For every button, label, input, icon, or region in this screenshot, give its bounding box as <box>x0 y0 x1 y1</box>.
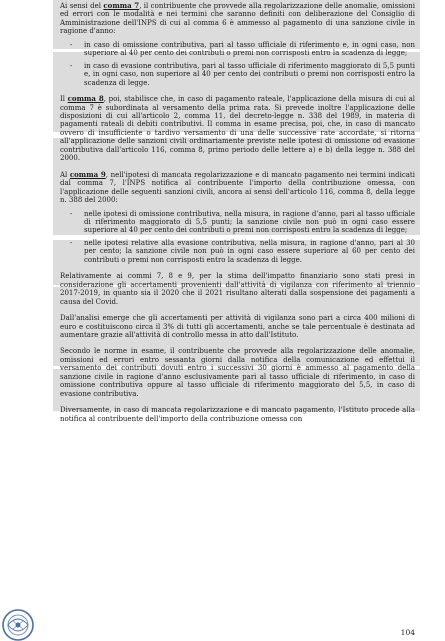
list-marker: - <box>70 238 73 247</box>
sanction-list-1 <box>60 41 415 87</box>
paragraph-comma-8 <box>60 95 415 163</box>
comma-reference: comma 9 <box>69 169 106 179</box>
sanction-list-2 <box>60 210 415 265</box>
text: Il <box>60 95 68 104</box>
paragraph-comma-9 <box>60 171 415 205</box>
parliament-seal-logo <box>0 603 40 641</box>
list-item <box>70 239 415 264</box>
text: Al <box>60 170 70 179</box>
text: , poi, stabilisce che, in caso di pagamento rateale, l'applicazione della misura di cui al comma 7 è subordinata al versamento della prima rata. Si prevede inoltre l'applicazione delle disposizioni di cui all'articolo 2, comma 11, del decreto-legge n. 338 del 1989, in materia di pagamenti rateali di debiti contributivi. Il comma in esame precisa, poi, che, in caso di mancato ovvero di insufficiente o tardivo versamento di una delle successive rate accordate, si ritorna all'applicazione delle sanzioni civili ordinariamente previste nelle ipotesi di omissione od evasione contributiva dall'articolo 116, comma 8, primo periodo delle lettere a) e b) della legge n. 388 del 2000. <box>60 95 416 163</box>
comma-reference: comma 7 <box>103 1 140 10</box>
list-marker: - <box>70 209 73 218</box>
list-item-text: in caso di evasione contributiva, pari al tasso ufficiale di riferimento maggiorato di 5,5 punti e, in ogni caso, non superiore al 40 per cento dei contributi o premi non corrisposti entro la scadenza di legge. <box>84 61 415 87</box>
list-item-text: nelle ipotesi di omissione contributiva, nella misura, in ragione d'anno, pari al tasso ufficiale di riferimento maggiorato di 5,5 punti; la sanzione civile non può in ogni caso essere superiore al 40 per cento dei contributi o premi non corrisposti entro la scadenza di legge; <box>84 209 415 235</box>
document-body <box>60 2 415 423</box>
list-item-text: nelle ipotesi relative alla evasione contributiva, nella misura, in ragione d'anno, pari al 30 per cento; la sanzione civile non può in ogni caso essere superiore al 60 per cento dei contributi o premi non corrisposti entro la scadenza di legge. <box>84 238 415 264</box>
list-marker: - <box>70 40 73 49</box>
list-item-text: in caso di omissione contributiva, pari al tasso ufficiale di riferimento e, in ogni caso, non superiore al 40 per cento dei contributi o premi non corrisposti entro la scadenza di legge; <box>84 40 415 58</box>
list-item <box>70 62 415 87</box>
comma-reference: comma 8 <box>67 94 104 104</box>
paragraph-analysis: Dall'analisi emerge che gli accertamenti per attività di vigilanza sono pari a circa 400 milioni di euro e costituiscono circa il 3% di tutti gli accertamenti, anche se tale percentuale è destinata ad aumentare grazie all'attività di controllo messa in atto dall'Istituto. <box>60 314 415 339</box>
paragraph-notification: Diversamente, in caso di mancata regolarizzazione e di mancato pagamento, l'Istituto procede alla notifica al contribuente dell'importo della contribuzione omessa con <box>60 406 415 423</box>
list-marker: - <box>70 61 73 70</box>
paragraph-regularization: Secondo le norme in esame, il contribuente che provvede alla regolarizzazione delle anomalie, omissioni ed errori entro sessanta giorni dalla notifica della comunicazione ed effettui il versamento dei contributi dovuti entro i successivi 30 giorni è ammesso al pagamento della sanzione civile in ragione d'anno esclusivamente pari al tasso ufficiale di riferimento, in caso di omissione contributiva oppure al tasso ufficiale di riferimento maggiorato del 5,5, in caso di evasione contributiva. <box>60 347 415 398</box>
paragraph-comma-7 <box>60 2 415 36</box>
list-item <box>70 41 415 58</box>
paragraph-impact-estimate: Relativamente ai commi 7, 8 e 9, per la stima dell'impatto finanziario sono stati presi in considerazione gli accertamenti provenienti dall'attività di vigilanza con riferimento al triennio 2017-2019, in quanto sia il 2020 che il 2021 risultano alterati dalla sospensione dei pagamenti a causa del Covid. <box>60 272 415 306</box>
text: , nell'ipotesi di mancata regolarizzazione e di mancato pagamento nei termini indicati dal comma 7, l'INPS notifica al contribuente l'importo della contribuzione omessa, con l'applicazione delle seguenti sanzioni civili, ancora ai sensi dell'articolo 116, comma 8, della legge n. 388 del 2000: <box>60 170 415 205</box>
list-item <box>70 210 415 235</box>
text: Ai sensi del <box>60 2 104 10</box>
page-number: 104 <box>400 628 415 637</box>
text: , il contribuente che provvede alla regolarizzazione delle anomalie, omissioni ed errori con le modalità e nei termini che saranno definiti con deliberazione del Consiglio di Amministrazione dell'INPS di cui al comma 6 è ammesso al pagamento di una sanzione civile in ragione d'anno: <box>60 2 415 36</box>
